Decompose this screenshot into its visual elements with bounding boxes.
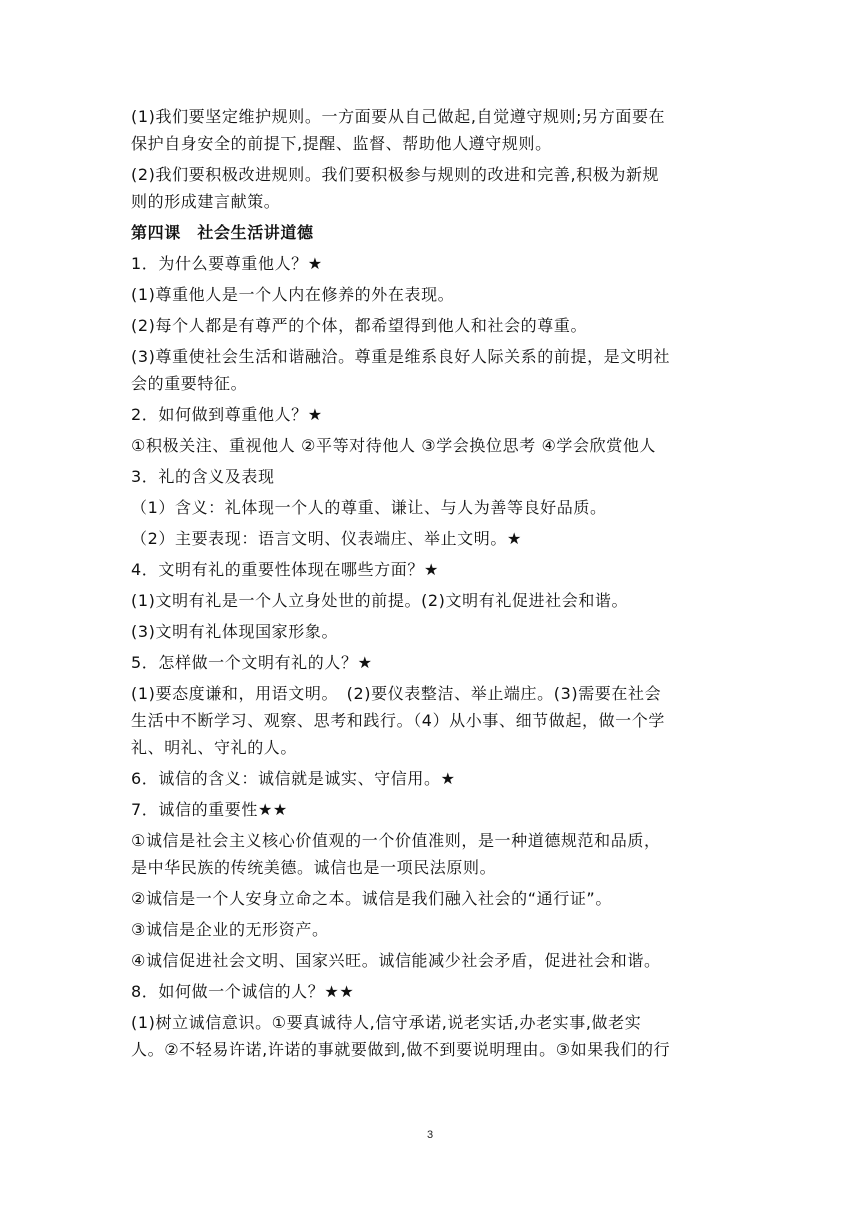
page-number: 3 <box>426 1129 434 1141</box>
text-line: 4．文明有礼的重要性体现在哪些方面？★ <box>131 560 439 579</box>
text-line: （1）含义：礼体现一个人的尊重、谦让、与人为善等良好品质。 <box>131 498 607 517</box>
text-line: ③诚信是企业的无形资产。 <box>131 920 329 939</box>
text-line: (2)每个人都是有尊严的个体，都希望得到他人和社会的尊重。 <box>131 316 588 335</box>
text-line: 会的重要特征。 <box>131 374 248 393</box>
text-line: (1)要态度谦和，用语文明。 (2)要仪表整洁、举止端庄。(3)需要在社会 <box>131 684 662 703</box>
text-line: (1)树立诚信意识。①要真诚待人,信守承诺,说老实话,办老实事,做老实 <box>131 1013 642 1032</box>
text-line: 5．怎样做一个文明有礼的人？★ <box>131 653 373 672</box>
text-line: (2)我们要积极改进规则。我们要积极参与规则的改进和完善,积极为新规 <box>131 165 660 184</box>
text-line: ①诚信是社会主义核心价值观的一个价值准则，是一种道德规范和品质， <box>131 831 661 850</box>
text-line: 1．为什么要尊重他人？★ <box>131 254 323 273</box>
text-line: ②诚信是一个人安身立命之本。诚信是我们融入社会的“通行证”。 <box>131 889 612 908</box>
text-line: (3)尊重使社会生活和谐融洽。尊重是维系良好人际关系的前提，是文明社 <box>131 347 671 366</box>
text-line: ①积极关注、重视他人 ②平等对待他人 ③学会换位思考 ④学会欣赏他人 <box>131 436 657 455</box>
text-line: ④诚信促进社会文明、国家兴旺。诚信能减少社会矛盾，促进社会和谐。 <box>131 951 661 970</box>
text-line: 6．诚信的含义：诚信就是诚实、守信用。★ <box>131 769 456 788</box>
document-body <box>131 103 731 1067</box>
text-line: 人。②不轻易许诺,许诺的事就要做到,做不到要说明理由。③如果我们的行 <box>131 1040 671 1059</box>
text-line: 3．礼的含义及表现 <box>131 467 275 486</box>
text-line: (3)文明有礼体现国家形象。 <box>131 622 339 641</box>
text-line: (1)尊重他人是一个人内在修养的外在表现。 <box>131 285 455 304</box>
text-line: 生活中不断学习、观察、思考和践行。（4）从小事、细节做起，做一个学 <box>131 711 665 730</box>
text-line: 礼、明礼、守礼的人。 <box>131 738 298 757</box>
section-heading: 第四课 社会生活讲道德 <box>131 223 314 242</box>
text-line: (1)文明有礼是一个人立身处世的前提。(2)文明有礼促进社会和谐。 <box>131 591 629 610</box>
text-line: 是中华民族的传统美德。诚信也是一项民法原则。 <box>131 858 497 877</box>
text-line: 8．如何做一个诚信的人？★★ <box>131 982 355 1001</box>
text-line: 2．如何做到尊重他人？★ <box>131 405 323 424</box>
text-line: 7．诚信的重要性★★ <box>131 800 288 819</box>
text-line: (1)我们要坚定维护规则。一方面要从自己做起,自觉遵守规则;另方面要在 <box>131 107 666 126</box>
text-line: 则的形成建言献策。 <box>131 192 281 211</box>
text-line: 保护自身安全的前提下,提醒、监督、帮助他人遵守规则。 <box>131 134 552 153</box>
text-line: （2）主要表现：语言文明、仪表端庄、举止文明。★ <box>131 529 522 548</box>
